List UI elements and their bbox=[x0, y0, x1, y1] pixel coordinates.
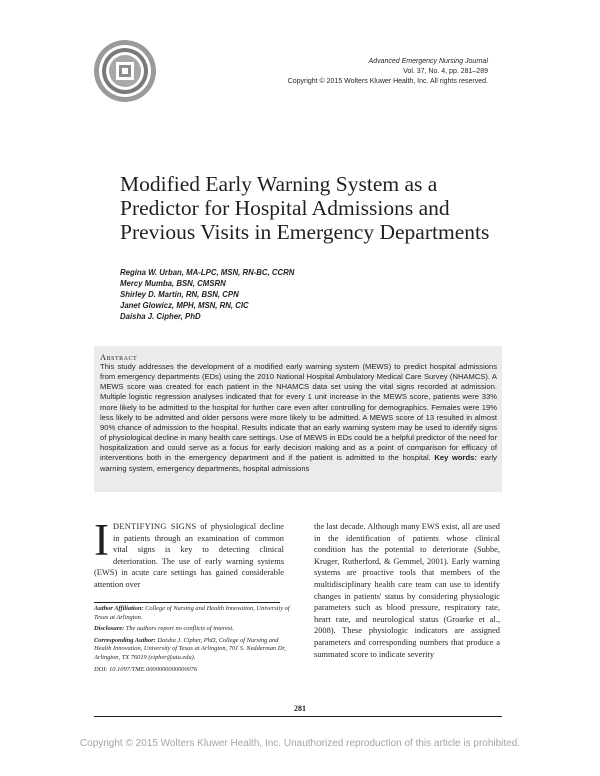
article-title: Modified Early Warning System as a Predictor for Hospital Admissions and Previous Visits in Emergency Departments bbox=[120, 172, 490, 244]
body-column-right bbox=[314, 521, 500, 660]
affiliation-label: Author Affiliation: bbox=[94, 605, 144, 612]
doi-text: DOI: 10.1097/TME.0000000000000076 bbox=[94, 665, 198, 673]
disclosure-label: Disclosure: bbox=[94, 625, 125, 633]
abstract-heading: Abstract bbox=[100, 352, 138, 362]
author: Mercy Mumba, BSN, CMSRN bbox=[120, 279, 226, 288]
journal-name: Advanced Emergency Nursing Journal bbox=[368, 58, 488, 65]
author: Daisha J. Cipher, PhD bbox=[120, 312, 201, 321]
author: Regina W. Urban, MA-LPC, MSN, RN-BC, CCRN bbox=[120, 268, 295, 277]
journal-header bbox=[188, 57, 488, 87]
journal-copyright: Copyright © 2015 Wolters Kluwer Health, Inc. All rights reserved. bbox=[287, 78, 488, 85]
corresponding-label: Corresponding Author: bbox=[94, 636, 156, 644]
body-column-left bbox=[94, 515, 284, 591]
abstract-body: This study addresses the development of a modified early warning system (MEWS) to predict hospital admissions from emergency departments (EDs) using the 2010 National Hospital Ambulatory Medical Care Survey (NHAMCS). A MEWS score was created for each patient in the NHAMCS data set using the vital signs recorded at admission. Multiple logistic regression analyses indicated that for every 1 unit increase in the MEWS score, patients were 33% more likely to be admitted to the hospital for further care even after controlling for demographics. Females were 19% less likely to be admitted and older persons were more likely to be admitted. A MEWS score of 13 resulted in almost 90% chance of admission to the hospital. Results indicate that an early warning system may be used to identify signs of physiological decline in many health care settings. Use of MEWS in EDs could be a helpful predictor of the need for hospitalization and could serve as a focus for early decision making and as a point of comparison for efficacy of interventions both in the emergency department and if the patient is admitted to the hospital. bbox=[100, 362, 497, 463]
corresponding-text: Daisha J. Cipher, PhD, College of Nursing and Health Innovation, University of Texas at Arlington, 701 S. Nedderman Dr, Arlington, TX 76019 (cipher@uta.edu). bbox=[94, 636, 286, 661]
drop-cap: I bbox=[94, 515, 109, 565]
lead-in: DENTIFYING SIGNS bbox=[113, 522, 197, 531]
disclosure-note bbox=[94, 625, 290, 634]
page-number: 281 bbox=[294, 704, 306, 713]
doi-note bbox=[94, 666, 290, 675]
journal-logo-icon bbox=[92, 38, 158, 104]
corresponding-note bbox=[94, 637, 290, 663]
volume-info: Vol. 37, No. 4, pp. 281–289 bbox=[403, 68, 488, 75]
page-divider bbox=[94, 716, 502, 717]
footnotes bbox=[94, 605, 290, 677]
body-paragraph: of physiological decline in patients through an examination of common vital signs is key to detecting clinical deterioration. The use of early warning systems (EWS) in acute care settings has gained considerable attention over bbox=[94, 522, 284, 589]
keywords: early warning system, emergency departments, hospital admissions bbox=[100, 453, 497, 473]
author: Janet Glowicz, MPH, MSN, RN, CIC bbox=[120, 301, 249, 310]
affiliation-note bbox=[94, 605, 290, 622]
affiliation-text: College of Nursing and Health Innovation, University of Texas at Arlington. bbox=[94, 605, 290, 621]
keywords-label: Key words: bbox=[434, 453, 477, 463]
disclosure-text: The authors report no conflicts of interest. bbox=[125, 625, 234, 633]
author: Shirley D. Martin, RN, BSN, CPN bbox=[120, 290, 239, 299]
footnote-divider bbox=[94, 602, 280, 603]
copyright-footer: Copyright © 2015 Wolters Kluwer Health, Inc. Unauthorized reproduction of this article is prohibited. bbox=[79, 738, 521, 749]
abstract-box bbox=[94, 346, 502, 492]
body-paragraph: the last decade. Although many EWS exist, all are used in the identification of patients whose clinical condition has the potential to deteriorate (Subbe, Kruger, Rutherford, & Gemmel, 2001). Early warning systems are proactive tools that members of the multidisciplinary health care team can use to identify changes in patients' status by considering physiologic parameters such as blood pressure, respiratory rate, heart rate, and neurological status (Groarke et al., 2008). These physiologic indicators are assigned parameters and corresponding numbers that produce a summated score to indicate severity bbox=[314, 522, 500, 659]
author-list bbox=[120, 267, 500, 322]
